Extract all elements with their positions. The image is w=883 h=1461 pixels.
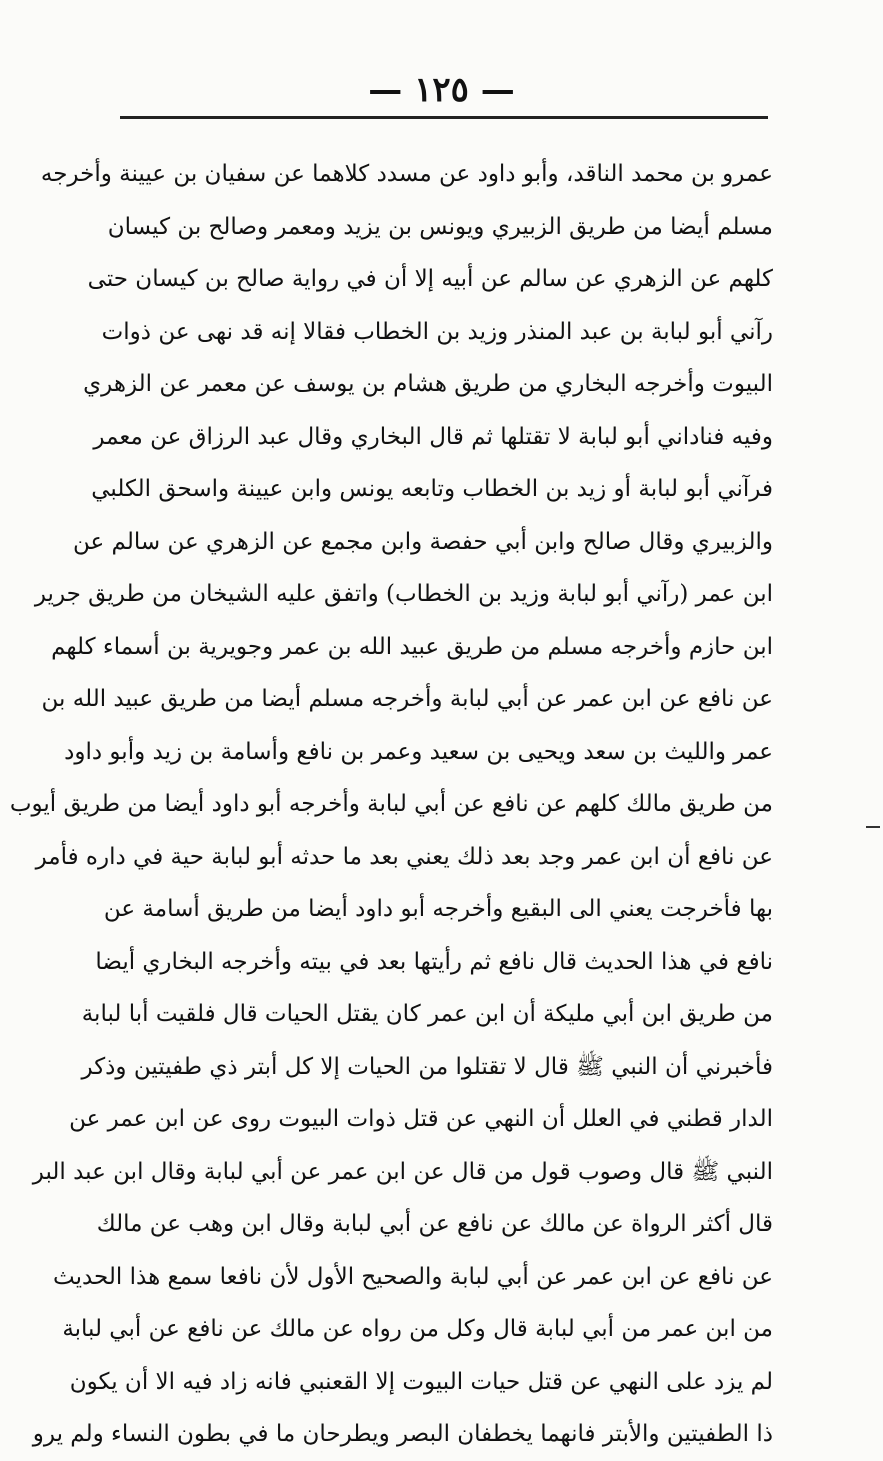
text-line: نافع في هذا الحديث قال نافع ثم رأيتها بعد في بيته وأخرجه البخاري أيضا (95, 948, 773, 975)
text-line: عن نافع عن ابن عمر عن أبي لبابة والصحيح الأول لأن نافعا سمع هذا الحديث (53, 1263, 773, 1290)
text-line: رآني أبو لبابة بن عبد المنذر وزيد بن الخطاب فقالا إنه قد نهى عن ذوات (101, 318, 773, 345)
text-line: عن نافع أن ابن عمر وجد بعد ذلك يعني بعد ما حدثه أبو لبابة حية في داره فأمر (35, 843, 773, 870)
text-line: من طريق مالك كلهم عن نافع عن أبي لبابة وأخرجه أبو داود أيضا من طريق أيوب (9, 791, 773, 817)
text-line: عن نافع عن ابن عمر عن أبي لبابة وأخرجه مسلم أيضا من طريق عبيد الله بن (41, 686, 773, 712)
text-line: والزبيري وقال صالح وابن أبي حفصة وابن مجمع عن الزهري عن سالم عن (73, 528, 773, 555)
text-line: بها فأخرجت يعني الى البقيع وأخرجه أبو داود أيضا من طريق أسامة عن (103, 896, 773, 922)
text-line: من طريق ابن أبي مليكة أن ابن عمر كان يقتل الحيات قال فلقيت أبا لبابة (81, 1001, 773, 1027)
text-line: من ابن عمر من أبي لبابة قال وكل من رواه عن مالك عن نافع عن أبي لبابة (62, 1316, 773, 1342)
text-line: ذا الطفيتين والأبتر فانهما يخطفان البصر ويطرحان ما في بطون النساء ولم يرو (32, 1421, 773, 1447)
text-line: قال أكثر الرواة عن مالك عن نافع عن أبي لبابة وقال ابن وهب عن مالك (96, 1211, 773, 1237)
text-line: مسلم أيضا من طريق الزبيري ويونس بن يزيد ومعمر وصالح بن كيسان (107, 213, 773, 240)
text-line: وفيه فناداني أبو لبابة لا تقتلها ثم قال البخاري وقال عبد الرزاق عن معمر (93, 423, 773, 450)
margin-mark (866, 826, 880, 828)
header-rule (120, 116, 768, 119)
text-line: ابن عمر (رآني أبو لبابة وزيد بن الخطاب) واتفق عليه الشيخان من طريق جرير (34, 581, 773, 607)
text-line: فأخبرني أن النبي ﷺ قال لا تقتلوا من الحيات إلا كل أبتر ذي طفيتين وذكر (81, 1053, 773, 1080)
text-line: فرآني أبو لبابة أو زيد بن الخطاب وتابعه يونس وابن عيينة واسحق الكلبي (91, 476, 773, 502)
text-line: البيوت وأخرجه البخاري من طريق هشام بن يوسف عن معمر عن الزهري (83, 371, 773, 397)
text-line: النبي ﷺ قال وصوب قول من قال عن ابن عمر عن أبي لبابة وقال ابن عبد البر (32, 1158, 773, 1185)
text-line: كلهم عن الزهري عن سالم عن أبيه إلا أن في رواية صالح بن كيسان حتى (87, 266, 773, 292)
text-line: ابن حازم وأخرجه مسلم من طريق عبيد الله بن عمر وجويرية بن أسماء كلهم (51, 633, 773, 660)
page-number: — ١٢٥ — (368, 70, 515, 110)
text-line: لم يزد على النهي عن قتل حيات البيوت إلا القعنبي فانه زاد فيه الا أن يكون (69, 1368, 773, 1395)
body-text (9, 148, 773, 1461)
text-line: عمرو بن محمد الناقد، وأبو داود عن مسدد كلاهما عن سفيان بن عيينة وأخرجه (40, 161, 773, 187)
text-line: الدار قطني في العلل أن النهي عن قتل ذوات البيوت روى عن ابن عمر عن (69, 1106, 773, 1132)
text-line: عمر والليث بن سعد ويحيى بن سعيد وعمر بن نافع وأسامة بن زيد وأبو داود (64, 738, 773, 765)
